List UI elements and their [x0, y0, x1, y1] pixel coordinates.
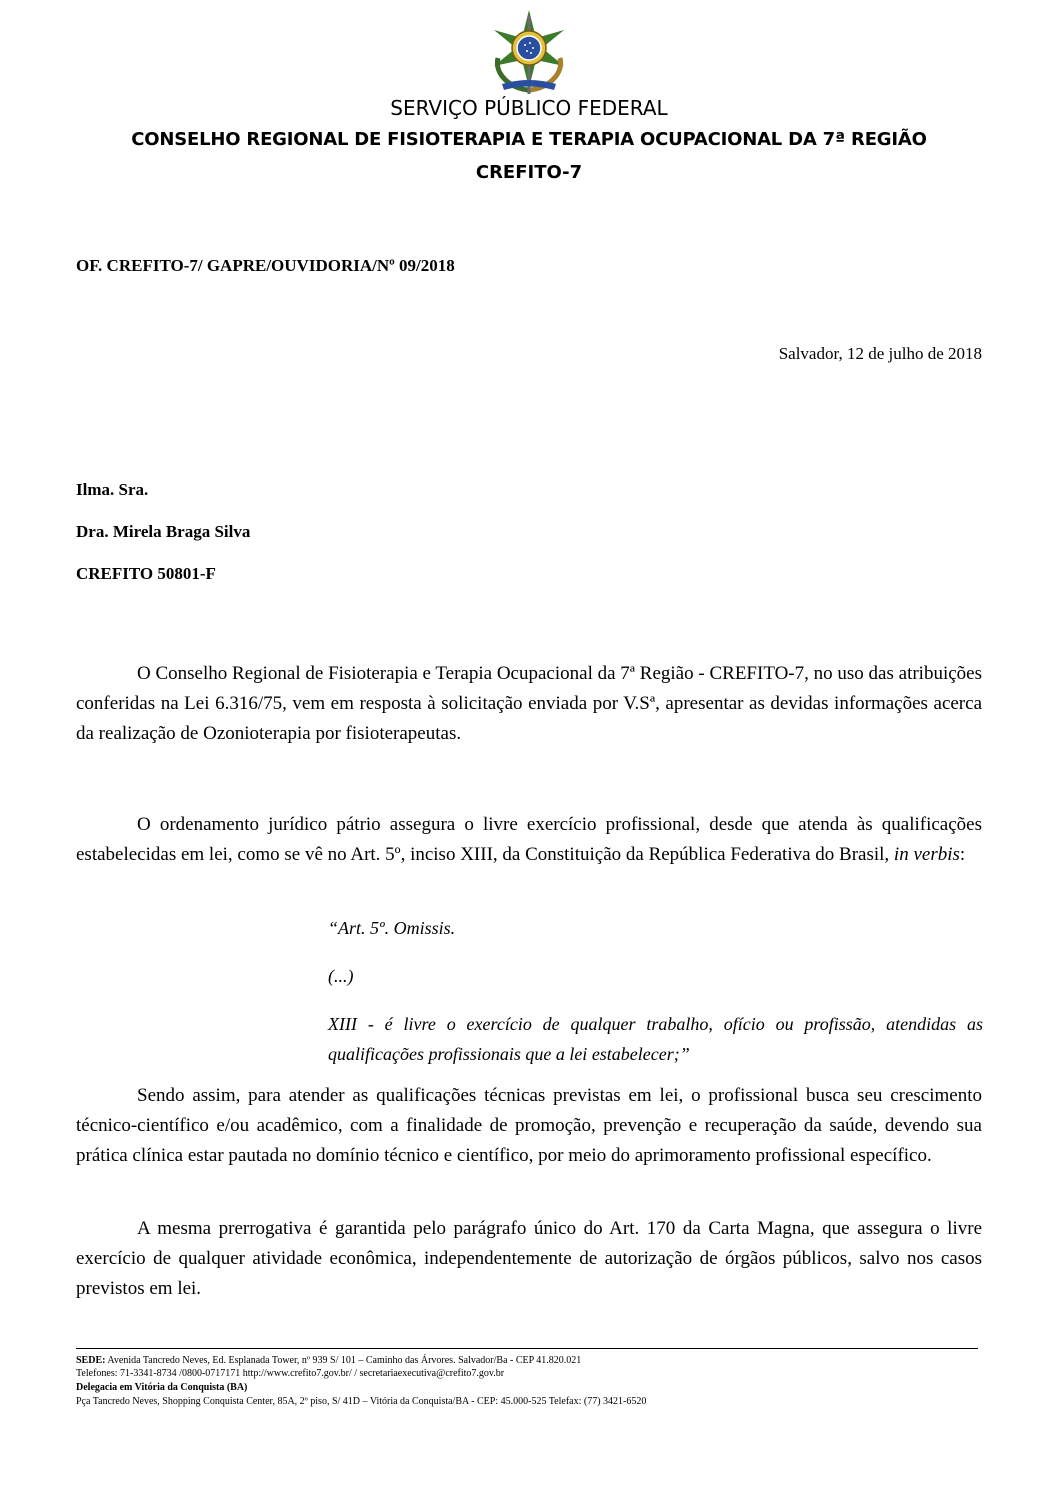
body-paragraph-2 — [76, 810, 982, 870]
addressee-salutation: Ilma. Sra. — [76, 480, 149, 499]
in-verbis-text: in verbis — [893, 844, 960, 865]
footer-sede-label: SEDE: — [76, 1355, 106, 1366]
quote-line-3: XIII - é livre o exercício de qualquer trabalho, ofício ou profissão, atendidas as qualificações profissionais que a lei estabelecer;” — [328, 1014, 983, 1064]
footer-divider — [76, 1348, 978, 1349]
header-acronym: CREFITO-7 — [475, 162, 583, 183]
footer-sede — [76, 1354, 581, 1367]
quote-line-2: (...) — [328, 966, 354, 986]
footer-sede-address: Avenida Tancredo Neves, Ed. Esplanada Tower, nº 939 S/ 101 – Caminho das Árvores. Salvador/Ba - CEP 41.820.021 — [105, 1355, 582, 1366]
quote-line-1: “Art. 5º. Omissis. — [328, 918, 456, 938]
addressee-registration: CREFITO 50801-F — [76, 564, 216, 583]
body-paragraph-2-end: : — [959, 844, 966, 865]
footer-delegacia-address: Pça Tancredo Neves, Shopping Conquista Center, 85A, 2º piso, S/ 41D – Vitória da Conquista/BA - CEP: 45.000-525 Telefax: (77) 3421-6520 — [76, 1396, 647, 1407]
coat-of-arms-icon — [484, 8, 574, 98]
body-paragraph-2-text: O ordenamento jurídico pátrio assegura o livre exercício profissional, desde que atenda às qualificações estabelecidas em lei, como se vê no Art. 5º, inciso XIII, da Constituição da República Federativa do Brasil, — [76, 814, 982, 865]
body-paragraph-1: O Conselho Regional de Fisioterapia e Terapia Ocupacional da 7ª Região - CREFITO-7, no uso das atribuições conferidas na Lei 6.316/75, vem em resposta à solicitação enviada por V.Sª, apresentar as devidas informações acerca da realização de Ozonioterapia por fisioterapeutas. — [76, 663, 982, 744]
addressee-name: Dra. Mirela Braga Silva — [76, 522, 251, 541]
footer-phones: Telefones: 71-3341-8734 /0800-0717171 http://www.crefito7.gov.br/ / secretariaexecutiva@crefito7.gov.br — [76, 1368, 505, 1379]
footer-delegacia: Delegacia em Vitória da Conquista (BA) — [76, 1382, 248, 1393]
document-date: Salvador, 12 de julho de 2018 — [778, 344, 982, 363]
body-paragraph-4: A mesma prerrogativa é garantida pelo parágrafo único do Art. 170 da Carta Magna, que assegura o livre exercício de qualquer atividade econômica, independentemente de autorização de órgãos públicos, salvo nos casos previstos em lei. — [76, 1218, 982, 1299]
body-paragraph-3: Sendo assim, para atender as qualificações técnicas previstas em lei, o profissional busca seu crescimento técnico-científico e/ou acadêmico, com a finalidade de promoção, prevenção e recuperação da saúde, devendo sua prática clínica estar pautada no domínio técnico e científico, por meio do aprimoramento profissional específico. — [76, 1085, 982, 1166]
header-council: CONSELHO REGIONAL DE FISIOTERAPIA E TERAPIA OCUPACIONAL DA 7ª REGIÃO — [131, 129, 927, 150]
header-service: SERVIÇO PÚBLICO FEDERAL — [390, 96, 668, 120]
document-reference: OF. CREFITO-7/ GAPRE/OUVIDORIA/Nº 09/2018 — [76, 256, 455, 275]
